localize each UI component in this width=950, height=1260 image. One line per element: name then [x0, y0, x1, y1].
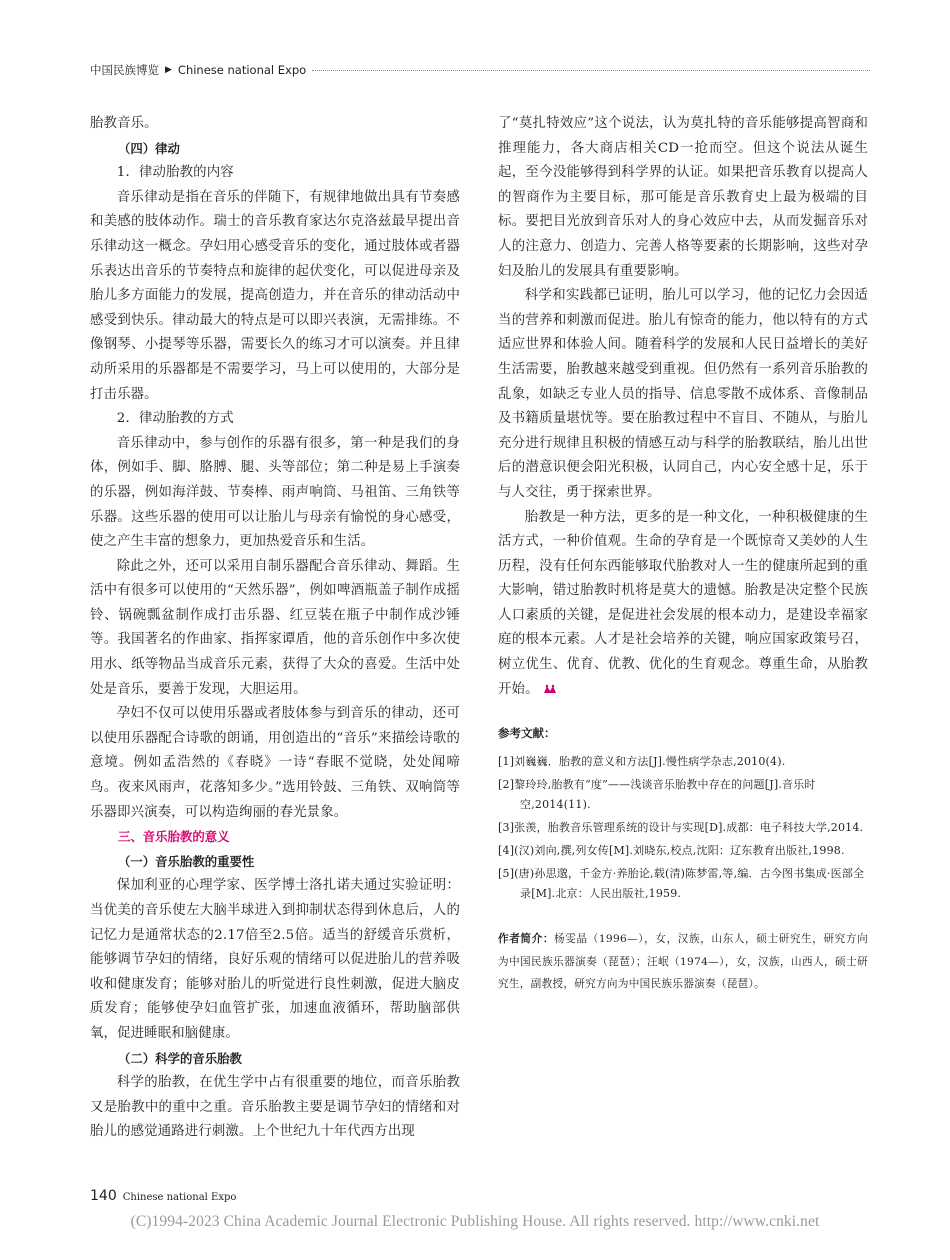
- right-column: [498, 112, 868, 996]
- header-dotted-rule: [312, 69, 870, 71]
- subsection-heading-scientific: （二）科学的音乐胎教: [118, 1050, 242, 1066]
- subsection-heading-importance: （一）音乐胎教的重要性: [118, 853, 255, 869]
- subsection-heading-rhythm: （四）律动: [118, 140, 180, 156]
- paragraph: 科学的胎教，在优生学中占有很重要的地位，而音乐胎教又是胎教中的重中之重。音乐胎教主要是调节孕妇的情绪和对胎儿的感觉通路进行刺激。上个世纪九十年代西方出现: [90, 1075, 460, 1140]
- paragraph: 了“莫扎特效应”这个说法，认为莫扎特的音乐能够提高智商和推理能力，各大商店相关CD一抢而空。但这个说法从诞生起，至今没能够得到科学界的认证。如果把音乐教育以提高人的智商作为主要目标，那可能是音乐教育史上最为极端的目标。要把目光放到音乐对人的身心效应中去，从而发掘音乐对人的注意力、创造力、完善人格等要素的长期影响，这些对孕妇及胎儿的发展具有重要影响。: [498, 116, 868, 279]
- paragraph: 除此之外，还可以采用自制乐器配合音乐律动、舞蹈。生活中有很多可以使用的“天然乐器”，例如啤酒瓶盖子制作成摇铃、锅碗瓢盆制作成打击乐器、红豆装在瓶子中制作成沙锤等。我国著名的作曲家、指挥家谭盾，他的音乐创作中多次使用水、纸等物品当成音乐元素，获得了大众的喜爱。生活中处处是音乐，要善于发现，大胆运用。: [90, 558, 460, 697]
- triangle-right-icon: ▶: [165, 65, 172, 75]
- paragraph-final-text: 胎教是一种方法，更多的是一种文化，一种积极健康的生活方式，一种价值观。生命的孕育是一个既惊奇又美妙的人生历程，没有任何东西能够取代胎教对人一生的健康所起到的重大影响，错过胎教时机将是莫大的遗憾。胎教是决定整个民族人口素质的关键，是促进社会发展的根本动力，是建设幸福家庭的根本元素。人才是社会培养的关键，响应国家政策号召，树立优生、优育、优教、优化的生育观念。尊重生命，从胎教开始。: [498, 509, 868, 697]
- paragraph: 胎教音乐。: [90, 116, 158, 131]
- section-heading-significance: 三、音乐胎教的意义: [118, 829, 230, 845]
- sub-heading-rhythm-method: 2．律动胎教的方式: [116, 411, 234, 427]
- copyright-watermark: (C)1994-2023 China Academic Journal Electronic Publishing House. All rights reserved. http://www.cnki.net: [130, 1213, 820, 1230]
- reference-item: [2]黎玲玲,胎教有“度”——浅谈音乐胎教中存在的问题[J].音乐时空,2014(11).: [498, 778, 816, 812]
- author-bio-label: 作者简介：: [498, 933, 555, 946]
- paragraph: 保加利亚的心理学家、医学博士洛扎诺夫通过实验证明：当优美的音乐使左大脑半球进入到抑制状态得到休息后，人的记忆力是通常状态的2.17倍至2.5倍。适当的舒缓音乐赏析，能够调节孕妇的情绪，良好乐观的情绪可以促进胎儿的营养吸收和健康发育；能够对胎儿的听觉进行良性刺激，促进大脑皮质发育；能够使孕妇血管扩张，加速血液循环，帮助脑部供氧，促进睡眠和脑健康。: [90, 878, 460, 1041]
- paragraph: 音乐律动中，参与创作的乐器有很多，第一种是我们的身体，例如手、脚、胳膊、腿、头等部位；第二种是易上手演奏的乐器，例如海洋鼓、节奏棒、雨声响筒、马祖笛、三角铁等乐器。这些乐器的使用可以让胎儿与母亲有愉悦的身心感受，使之产生丰富的想象力，更加热爱音乐和生活。: [90, 435, 460, 550]
- paragraph: 孕妇不仅可以使用乐器或者肢体参与到音乐的律动，还可以使用乐器配合诗歌的朗诵，用创造出的“音乐”来描绘诗歌的意境。例如孟浩然的《春晓》一诗“春眠不觉晓，处处闻啼鸟。夜来风雨声，花落知多少。”选用铃鼓、三角铁、双响筒等乐器即兴演奏，可以构造绚丽的春光景象。: [90, 706, 460, 820]
- references-title: 参考文献：: [498, 726, 556, 741]
- paragraph: 音乐律动是指在音乐的伴随下，有规律地做出具有节奏感和美感的肢体动作。瑞士的音乐教育家达尔克洛兹最早提出音乐律动这一概念。孕妇用心感受音乐的变化，通过肢体或者器乐表达出音乐的节奏特点和旋律的起伏变化，可以促进母亲及胎儿多方面能力的发展，提高创造力，并在音乐的律动活动中感受到快乐。律动最大的特点是可以即兴表演，无需排练。不像钢琴、小提琴等乐器，需要长久的练习才可以演奏。并且律动所采用的乐器都是不需要学习，马上可以使用的，大部分是打击乐器。: [90, 189, 460, 402]
- journal-title-en: Chinese national Expo: [177, 63, 307, 77]
- end-of-article-ornament-icon: [543, 684, 557, 694]
- sub-heading-rhythm-content: 1．律动胎教的内容: [116, 165, 234, 181]
- paragraph-final: [498, 506, 868, 703]
- reference-list: [498, 752, 868, 904]
- reference-item: [5](唐)孙思邈，千金方·养胎论,载(清)陈梦雷,等,编．古今图书集成·医部全录[M].北京：人民出版社,1959.: [498, 867, 865, 901]
- reference-item: [4](汉)刘向,撰,列女传[M].刘晓东,校点,沈阳：辽东教育出版社,1998.: [498, 844, 845, 858]
- author-bio-text: 杨雯晶（1996—），女，汉族，山东人，硕士研究生，研究方向为中国民族乐器演奏（琵琶）；汪岷（1974—），女，汉族，山西人，硕士研究生，副教授，研究方向为中国民族乐器演奏（琵琶）。: [498, 933, 868, 991]
- page-footer: [90, 1188, 236, 1204]
- page-number: 140: [90, 1188, 117, 1204]
- reference-item: [3]张羡，胎教音乐管理系统的设计与实现[D].成都：电子科技大学,2014.: [498, 821, 864, 835]
- footer-journal-name: Chinese national Expo: [122, 1192, 237, 1203]
- journal-title-cn: 中国民族博览: [90, 63, 159, 77]
- reference-item: [1]刘巍巍．胎教的意义和方法[J].慢性病学杂志,2010(4).: [498, 755, 786, 769]
- paragraph: 科学和实践都已证明，胎儿可以学习，他的记忆力会因适当的营养和刺激而促进。胎儿有惊奇的能力，他以特有的方式适应世界和体验人间。随着科学的发展和人民日益增长的美好生活需要，胎教越来越受到重视。但仍然有一系列音乐胎教的乱象，如缺乏专业人员的指导、信息零散不成体系、音像制品及书籍质量堪忧等。要在胎教过程中不盲目、不随从，与胎儿充分进行规律且积极的情感互动与科学的胎教联结，胎儿出世后的潜意识便会阳光积极，认同自己，内心安全感十足，乐于与人交往，勇于探索世界。: [498, 288, 868, 500]
- left-column: [90, 112, 460, 1145]
- author-bio: [498, 928, 868, 996]
- running-header: [90, 61, 870, 79]
